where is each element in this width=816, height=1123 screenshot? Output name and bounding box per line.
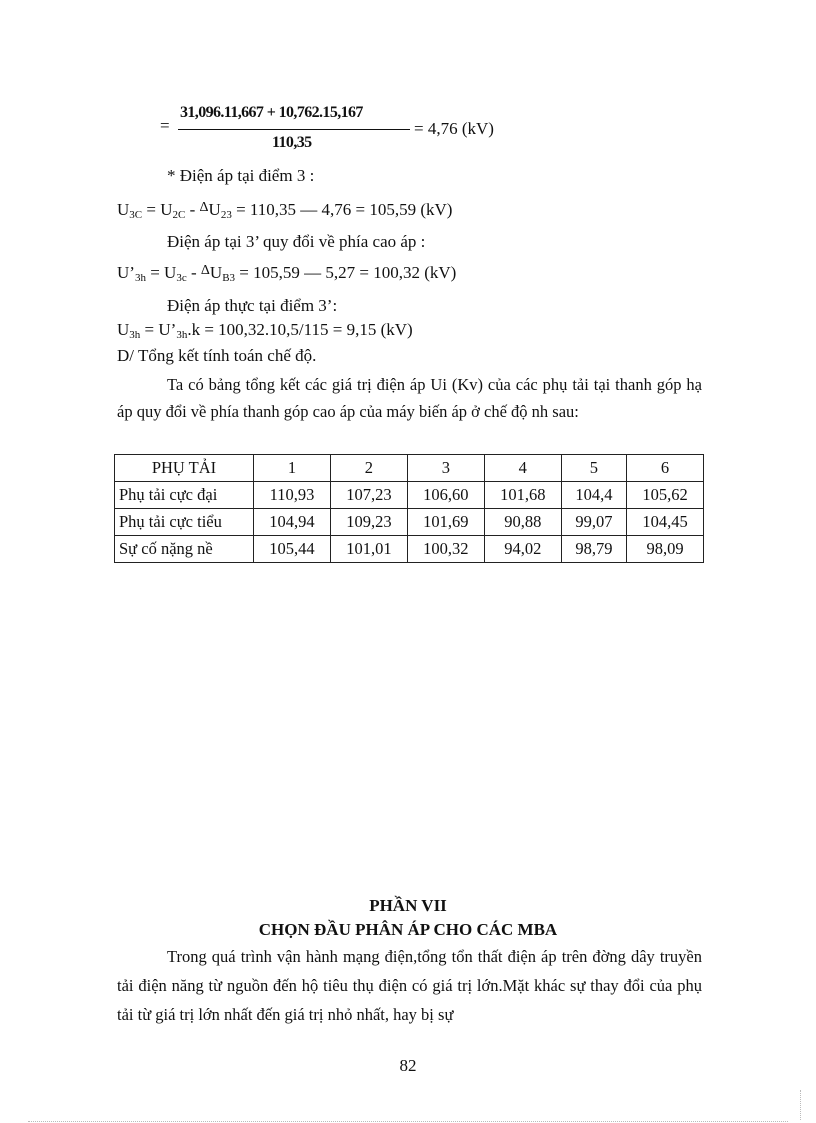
table-header-cell: 2 [330, 455, 407, 482]
row-label: Phụ tải cực tiểu [115, 509, 254, 536]
table-cell: 101,01 [330, 536, 407, 563]
table-cell: 106,60 [407, 482, 484, 509]
table-row [115, 482, 704, 509]
point3p-heading: Điện áp tại 3’ quy đổi về phía cao áp : [167, 232, 426, 251]
table-cell: 98,09 [627, 536, 704, 563]
page-border-bottom [28, 1121, 788, 1122]
table-cell: 101,68 [484, 482, 561, 509]
table-cell: 101,69 [407, 509, 484, 536]
table-cell: 104,45 [627, 509, 704, 536]
actual-voltage-heading: Điện áp thực tại điểm 3’: [167, 296, 338, 315]
table-cell: 110,93 [254, 482, 331, 509]
table-cell: 99,07 [561, 509, 626, 536]
u3h-equation: $U’_{3h} = U_{3c} - ^\Delta U_{B3} = 105,59$ — 5,27 = 100,32 (kV) [117, 263, 457, 284]
part-heading: PHẦN VII [369, 896, 447, 915]
fraction-result: = 4,76 (kV) [414, 119, 494, 138]
table-cell: 104,94 [254, 509, 331, 536]
page-border-right [800, 1090, 801, 1120]
summary-paragraph: Ta có bảng tổng kết các giá trị điện áp Ui (Kv) của các phụ tải tại thanh góp hạ áp quy đổi về phía thanh góp cao áp của máy biến áp ở chế độ nh sau: [117, 375, 702, 421]
section-title: CHỌN ĐẦU PHÂN ÁP CHO CÁC MBA [258, 920, 558, 939]
table-row [115, 536, 704, 563]
summary-heading: D/ Tổng kết tính toán chế độ. [117, 346, 317, 365]
equals-sign: = [160, 116, 170, 135]
delta-symbol: Δ [199, 200, 209, 215]
table-header-cell: 1 [254, 455, 331, 482]
table-cell: 94,02 [484, 536, 561, 563]
page-number: 82 [399, 1056, 417, 1075]
delta-symbol: Δ [200, 263, 210, 278]
table-header-cell: 4 [484, 455, 561, 482]
fraction-numerator: 31,096.11,667 + 10,762.15,167 [180, 104, 363, 121]
section-paragraph: Trong quá trình vận hành mạng điện,tổng tổn thất điện áp trên đờng dây truyền tải điện năng từ nguồn đến hộ tiêu thụ điện có giá trị lớn.Mặt khác sự thay đổi của phụ tải từ giá trị lớn nhất đến giá trị nhỏ nhất, hay bị sự [117, 947, 702, 1024]
voltage-summary-table [114, 454, 704, 563]
u3c-equation: $U_{3C} = U_{2C} - ^\Delta U_{23} = 110,35$ — 4,76 = 105,59 (kV) [117, 200, 453, 221]
table-header-row [115, 455, 704, 482]
row-label: Sự cố nặng nề [115, 536, 254, 563]
table-cell: 109,23 [330, 509, 407, 536]
table-cell: 90,88 [484, 509, 561, 536]
table-cell: 100,32 [407, 536, 484, 563]
point3-heading: * Điện áp tại điểm 3 : [167, 166, 315, 185]
table-header-cell: 6 [627, 455, 704, 482]
u3h-real-equation: $U_{3h}$ = $U’_{3h}.k = 100,32.10,5/115 = 9,15$ (kV) [117, 320, 413, 341]
fraction-bar [178, 129, 410, 130]
voltage-drop-fraction [160, 104, 520, 154]
row-label: Phụ tải cực đại [115, 482, 254, 509]
table-row [115, 509, 704, 536]
table-cell: 105,44 [254, 536, 331, 563]
table-cell: 98,79 [561, 536, 626, 563]
table-header-cell: 5 [561, 455, 626, 482]
table-cell: 107,23 [330, 482, 407, 509]
table-cell: 104,4 [561, 482, 626, 509]
fraction-denominator: 110,35 [272, 134, 312, 151]
table-cell: 105,62 [627, 482, 704, 509]
table-header-cell: 3 [407, 455, 484, 482]
table-header-cell: PHỤ TẢI [115, 455, 254, 482]
